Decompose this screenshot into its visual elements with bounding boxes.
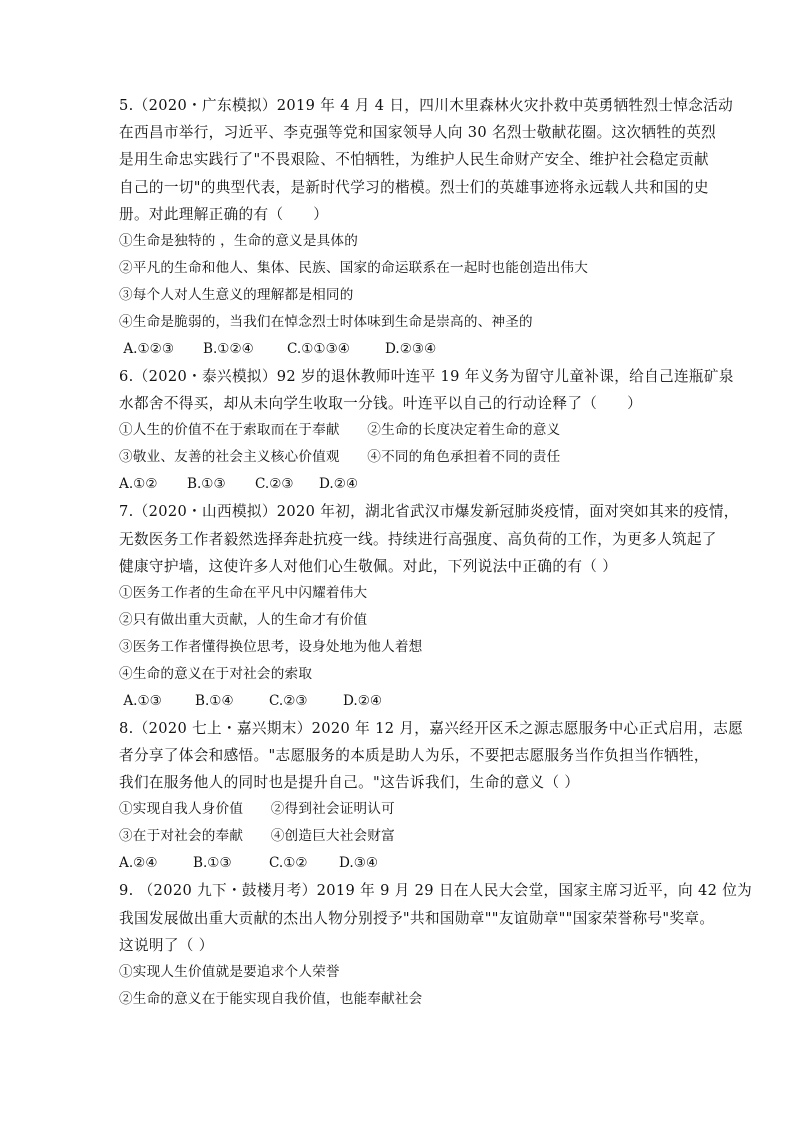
question-stem-line: 我国发展做出重大贡献的杰出人物分别授予"共和国勋章""友谊勋章""国家荣誉称号"奖章。 [119, 909, 715, 927]
statement-option: ③在于对社会的奉献 ④创造巨大社会财富 [119, 828, 395, 845]
answer-choice-c[interactable]: C.①② [269, 855, 308, 872]
statement-option: ②只有做出重大贡献，人的生命才有价值 [119, 611, 368, 628]
question-stem-line: 在西昌市举行，习近平、李克强等党和国家领导人向 30 名烈士敬献花圈。这次牺牲的英烈 [119, 124, 717, 142]
statement-option: ①医务工作者的生命在平凡中闪耀着伟大 [119, 584, 368, 601]
statement-option: ①人生的价值不在于索取而在于奉献 ②生命的长度决定着生命的意义 [119, 422, 561, 439]
answer-choices [119, 471, 679, 498]
answer-choices [119, 850, 679, 877]
statement-option: ③每个人对人生意义的理解都是相同的 [119, 286, 354, 303]
question-stem-line: 册。对此理解正确的有（ ） [119, 205, 329, 223]
question-9 [119, 877, 753, 1013]
answer-choices [119, 336, 679, 363]
question-stem-line: 9. （2020 九下・鼓楼月考）2019 年 9 月 29 日在人民大会堂，国家主席习近平，向 42 位为 [119, 882, 753, 900]
question-stem-line: 是用生命忠实践行了"不畏艰险、不怕牺牲，为维护人民生命财产安全、维护社会稳定贡献 [119, 151, 709, 169]
statement-option: ②平凡的生命和他人、集体、民族、国家的命运联系在一起时也能创造出伟大 [119, 259, 588, 276]
answer-choice-a[interactable]: A.①③ [119, 692, 162, 709]
answer-choice-d[interactable]: D.②④ [343, 692, 383, 709]
question-stem-line: 8.（2020 七上・嘉兴期末）2020 年 12 月，嘉兴经开区禾之源志愿服务中心正式启用，志愿 [119, 719, 744, 737]
answer-choices [119, 688, 679, 715]
question-stem-line: 者分享了体会和感悟。"志愿服务的本质是助人为乐，不要把志愿服务当作负担当作牺牲， [119, 747, 709, 765]
statement-option: ④生命是脆弱的，当我们在悼念烈士时体味到生命是崇高的、神圣的 [119, 313, 533, 330]
answer-choice-b[interactable]: B.①④ [195, 692, 234, 709]
question-6 [119, 363, 734, 498]
answer-choice-a[interactable]: A.①②③ [119, 340, 175, 357]
question-8 [119, 715, 744, 878]
question-stem-line: 健康守护墙，这使许多人对他们心生敬佩。对此，下列说法中正确的有（ ） [119, 557, 618, 575]
question-stem-line: 自己的一切"的典型代表，是新时代学习的楷模。烈士们的英雄事迹将永远载人共和国的史 [119, 178, 709, 196]
statement-option: ③医务工作者懂得换位思考，设身处地为他人着想 [119, 638, 423, 655]
question-list [119, 92, 753, 1013]
answer-choice-c[interactable]: C.②③ [269, 692, 308, 709]
question-stem-line: 7.（2020・山西模拟）2020 年初，湖北省武汉市爆发新冠肺炎疫情，面对突如其来的疫情， [119, 503, 739, 521]
answer-choice-d[interactable]: D.②④ [319, 476, 359, 493]
answer-choice-a[interactable]: A.①② [119, 476, 158, 493]
question-stem-line: 水都舍不得买，却从未向学生收取一分钱。叶连平以自己的行动诠释了（ ） [119, 395, 643, 413]
answer-choice-b[interactable]: B.①②④ [203, 340, 254, 357]
question-stem-line: 无数医务工作者毅然选择奔赴抗疫一线。持续进行高强度、高负荷的工作，为更多人筑起了 [119, 530, 717, 548]
statement-option: ③敬业、友善的社会主义核心价值观 ④不同的角色承担着不同的责任 [119, 449, 561, 466]
answer-choice-c[interactable]: C.①①③④ [287, 340, 350, 357]
statement-option: ①生命是独特的 ，生命的意义是具体的 [119, 232, 359, 249]
question-7 [119, 498, 739, 715]
statement-option: ②生命的意义在于能实现自我价值，也能奉献社会 [119, 991, 423, 1007]
statement-option: ①实现自我人身价值 ②得到社会证明认可 [119, 801, 395, 818]
statement-option: ①实现人生价值就是要追求个人荣誉 [119, 964, 340, 980]
answer-choice-d[interactable]: D.②③④ [385, 340, 437, 357]
answer-choice-b[interactable]: B.①③ [187, 476, 226, 493]
answer-choice-a[interactable]: A.②④ [119, 855, 158, 872]
question-stem-line: 6.（2020・泰兴模拟）92 岁的退休教师叶连平 19 年义务为留守儿童补课，给自己连瓶矿泉 [119, 367, 734, 385]
statement-option: ④生命的意义在于对社会的索取 [119, 665, 313, 682]
question-stem-line: 我们在服务他人的同时也是提升自己。"这告诉我们，生命的意义（ ） [119, 774, 580, 792]
answer-choice-b[interactable]: B.①③ [193, 855, 232, 872]
question-stem-line: 5.（2020・广东模拟）2019 年 4 月 4 日，四川木里森林火灾扑救中英勇牺牲烈士悼念活动 [119, 97, 734, 114]
question-5 [119, 92, 734, 363]
answer-choice-d[interactable]: D.③④ [339, 855, 379, 872]
question-stem-line: 这说明了（ ） [119, 936, 214, 954]
answer-choice-c[interactable]: C.②③ [255, 476, 294, 493]
